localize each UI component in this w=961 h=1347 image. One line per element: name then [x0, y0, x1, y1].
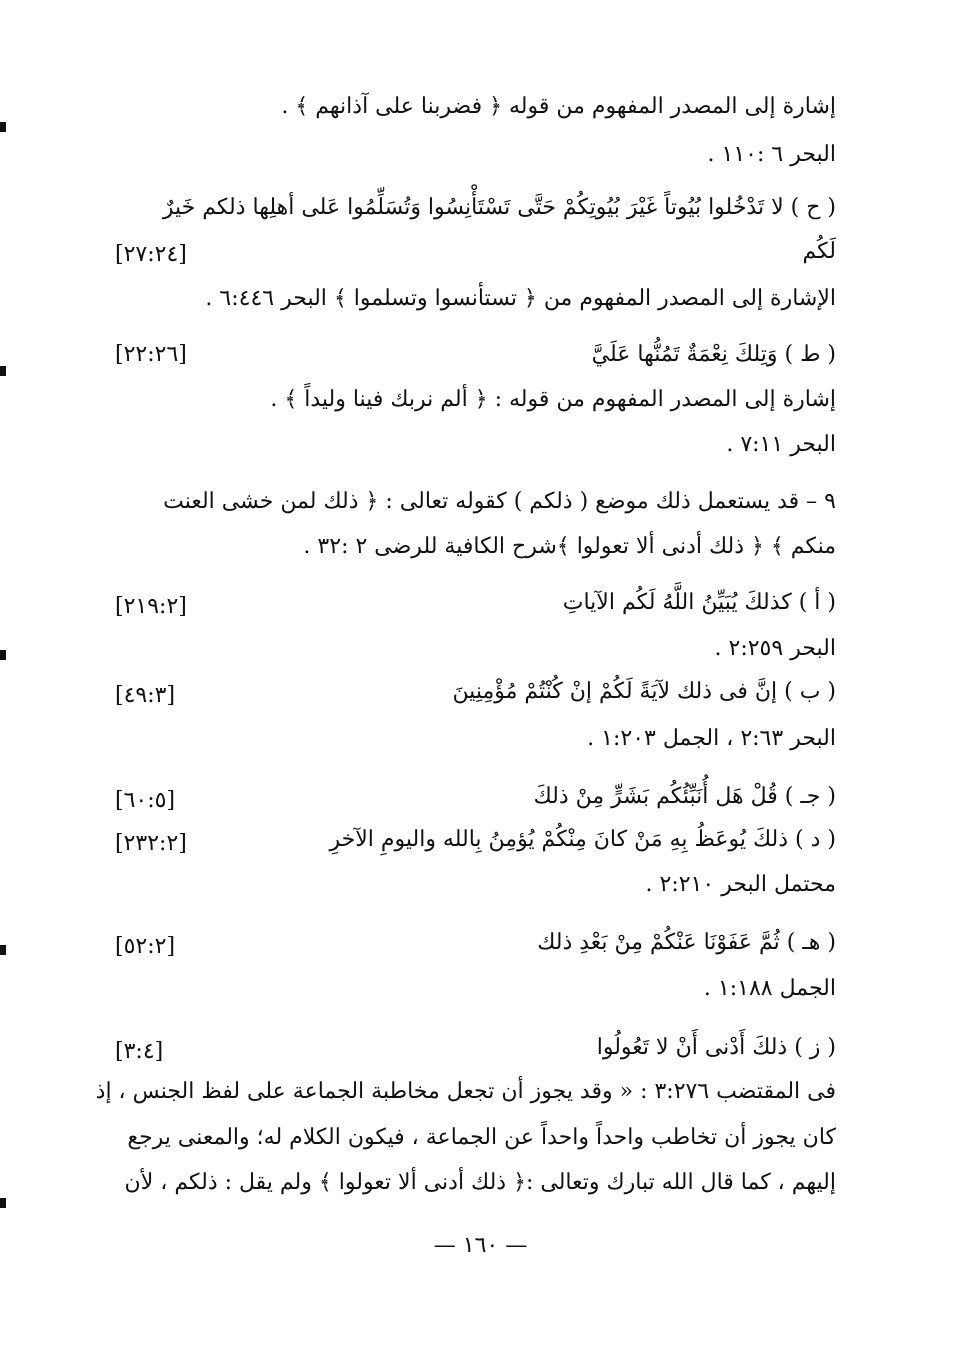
verse-line: ( هـ ) ثُمَّ عَفَوْنَا عَنْكُمْ مِنْ بَعْدِ ذلك [537, 930, 836, 955]
verse-line: لَكُم [802, 239, 836, 264]
text-line: إليهم ، كما قال الله تبارك وتعالى :﴿ ذلك أدنى ألا تعولوا ﴾ ولم يقل : ذلكم ، لأن [124, 1170, 836, 1195]
margin-mark [0, 366, 6, 376]
verse-line: ( د ) ذلكَ يُوعَظُ بِهِ مَنْ كانَ مِنْكُمْ يُؤمِنُ بِالله واليومِ الآخرِ [329, 827, 836, 852]
text-line: البحر ٢:٢٥٩ . [714, 636, 836, 661]
margin-mark [0, 1198, 6, 1208]
text-line: البحر ٢:٦٣ ، الجمل ١:٢٠٣ . [587, 726, 836, 751]
text-line: إشارة إلى المصدر المفهوم من قوله ﴿ فضربنا على آذانهم ﴾ . [281, 94, 836, 119]
verse-reference: [٤٩:٣] [115, 683, 176, 708]
text-line: الجمل ١:١٨٨ . [703, 976, 836, 1001]
margin-mark [0, 122, 6, 132]
text-line: إشارة إلى المصدر المفهوم من قوله : ﴿ ألم نربك فينا وليداً ﴾ . [270, 387, 836, 412]
margin-mark [0, 650, 6, 660]
verse-line: ( أ ) كذلكَ يُبَيِّنُ اللَّهُ لَكُم الآياتِ [562, 590, 836, 615]
text-line: البحر ٦ :١١٠ . [707, 142, 836, 167]
verse-line: ( ح ) لا تَدْخُلوا بُيُوتاً غَيْرَ بُيُوتِكُمْ حَتَّى تَسْتَأْنِسُوا وَتُسَلِّمُوا عَلى أهلِها ذلكم خَيرٌ [162, 195, 836, 220]
text-line: محتمل البحر ٢:٢١٠ . [645, 872, 836, 897]
page-number: — ١٦٠ — [433, 1233, 528, 1258]
verse-reference: [٢٧:٢٤] [115, 242, 187, 267]
text-line: الإشارة إلى المصدر المفهوم من ﴿ تستأنسوا وتسلموا ﴾ البحر ٦:٤٤٦ . [205, 286, 836, 311]
text-line: منكم ﴾ ﴿ ذلك أدنى ألا تعولوا ﴾شرح الكافية للرضى ٢ :٣٢ . [303, 534, 836, 559]
verse-reference: [٦٠:٥] [115, 788, 176, 813]
verse-line: ( جـ ) قُلْ هَل أُنَبِّئُكُم بَشَرٍّ مِنْ ذلكَ [533, 784, 836, 809]
verse-line: ( ز ) ذلكَ أَدْنى أَنْ لا تَعُولُوا [596, 1035, 836, 1060]
text-line: فى المقتضب ٣:٢٧٦ : « وقد يجوز أن تجعل مخاطبة الجماعة على لفظ الجنس ، إذ [95, 1079, 836, 1104]
verse-reference: [٢١٩:٢] [115, 594, 187, 619]
verse-reference: [٢٢:٢٦] [115, 342, 187, 367]
text-line: ٩ – قد يستعمل ذلك موضع ( ذلكم ) كقوله تعالى : ﴿ ذلك لمن خشى العنت [163, 489, 836, 514]
verse-line: ( ب ) إنَّ فى ذلك لآيَةً لَكُمْ إنْ كُنْتُمْ مُؤْمِنِينَ [452, 679, 836, 704]
verse-reference: [٥٢:٢] [115, 934, 176, 959]
margin-mark [0, 945, 6, 955]
verse-line: ( ط ) وَتِلكَ نِعْمَةٌ تَمُنُّها عَلَيَّ [591, 342, 836, 367]
text-line: البحر ٧:١١ . [726, 432, 836, 457]
verse-reference: [٢٣٢:٢] [115, 831, 187, 856]
verse-reference: [٣:٤] [115, 1039, 164, 1064]
text-line: كان يجوز أن تخاطب واحداً واحداً عن الجماعة ، فيكون الكلام له؛ والمعنى يرجع [127, 1125, 836, 1150]
